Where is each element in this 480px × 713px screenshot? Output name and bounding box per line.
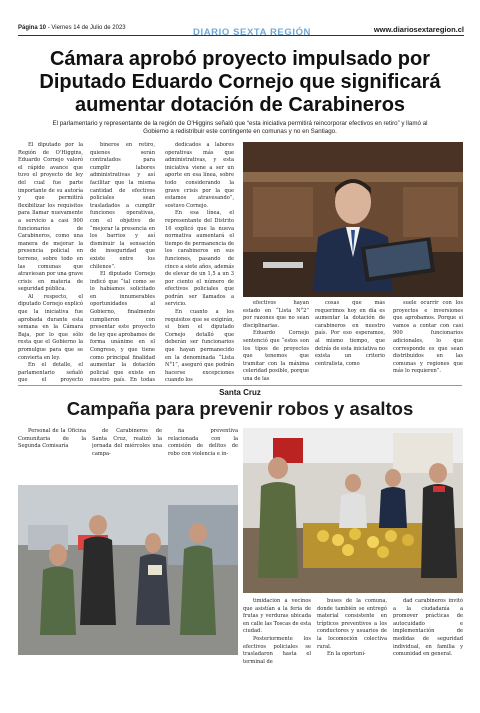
article-column-6 [393,300,463,382]
article-column-2 [92,428,162,478]
paragraph: timidación a vecinos que asistían a la feria de frutas y verduras ubicada en calle las Toscas de esta ciudad. [243,598,311,635]
paragraph: En la oportuni- [327,651,366,658]
article-kicker: Santa Cruz [219,388,261,397]
paragraph: buses de la comuna, donde también se entregó material consistente en trípticos preventivos a los conductores y usuarios de la locomoción colectiva rural. [317,598,387,650]
paragraph: Personal de la Oficina Comunitaria de la Segunda Comisaría [18,428,86,450]
masthead: DIARIO SEXTA REGIÓN [193,27,312,38]
paragraph: Al respecto, el diputado Cornejo explicó que la iniciativa fue aprobada durante esta semana en la Cámara Baja, por lo que sólo resta que el Gobierno la promulgue para que se convierta en ley. [18,293,83,361]
article-column-5 [315,300,385,382]
separator: - [47,25,52,31]
paragraph: suele ocurrir con los proyectos e inversiones que aprobamos. Porque si vamos a contar con casi 900 funcionarios adicionales, lo que corresponde es que sean distribuidos en las comunas y regiones que más lo requieren”. [393,300,463,375]
paragraph: En el detalle, el parlamentario señaló que el proyecto [18,362,83,382]
article-column-1 [18,142,83,382]
article-column-4 [243,300,309,382]
page-header [18,23,464,37]
paragraph: dad carabineros invitó a la ciudadanía a promover prácticas de autocuidado e implementación de medidas de seguridad individual, en familia y comunidad en general. [393,598,463,658]
article-column-4 [243,598,311,688]
paragraph: de Carabineros de Santa Cruz, realizó la jornada del miércoles una campa- [92,428,162,457]
paragraph: El diputado por la Región de O'Higgins, Eduardo Cornejo valoró el rápido avance que tuvo el proyecto de ley del cual fue parte importante de su autoría y que permitirá flexibilizar los requisitos para llamar nuevamente a servicio a casi 900 funcionarios de Carabineros, como una manera de mejorar la presencia policial en terreno, sobre todo en las comunas que atraviesan por una grave crisis en materia de seguridad pública. [18,142,83,293]
paragraph: efectivos hayan estado en “Lista N°2” por razones que no sean disciplinarias. [243,300,309,329]
paragraph: El diputado Cornejo indicó que “tal como se lo habíamos solicitado en innumerables oportunidades al Gobierno, finalmente cumplieron con presentar este proyecto de ley que aprobamos de forma unánime en el Congreso, y que tiene como principal finalidad aumentar la dotación policial que existe en nuestro país. En todas [90,271,155,382]
legislator-photo [243,142,463,297]
article-column-3 [165,142,234,382]
article-column-6 [393,598,463,688]
article-column-3 [168,428,238,478]
section-divider [18,385,462,386]
officers-terminal-photo [18,485,238,655]
website-link[interactable]: www.diariosextaregion.cl [373,25,464,34]
article-column-5 [317,598,387,688]
paragraph: cosas que más requerimos hoy en día es aumentar la dotación de carabineros en nuestro país. Por eso esperamos, al mismo tiempo, que detrás de esta iniciativa no exista un criterio centralista, como [315,300,385,367]
article-headline: Campaña para prevenir robos y asaltos [66,398,414,419]
paragraph: Posteriormente los efectivos policiales se trasladaron hasta el terminal de [243,635,311,665]
paragraph: En esa línea, el representante del Distrito 16 explicó que la nueva normativa aumentará el tiempo de permanencia de los carabineros en sus funciones, pasando de cinco a siete años, además de elevar de un 1,5 a un 3 por ciento el número de efectivos policiales que podrán ser llamados a servicio. [165,210,234,308]
page-info [18,25,126,31]
officers-market-photo [243,428,463,593]
paragraph: En cuanto a los requisitos que se exigirán, si bien el diputado Cornejo detalló que deberán ser funcionarios que hayan permanecido en la denominada “Lista N°1”, aseguró que podrán hacerse excepciones cuando los [165,309,234,382]
article-headline: Cámara aprobó proyecto impulsado por Diputado Eduardo Cornejo que significará aumentar dotación de Carabineros [39,48,441,116]
paragraph: ña preventiva relacionada con la comisión de delitos de robo con violencia e in- [168,428,238,457]
article-column-2 [90,142,155,382]
paragraph: dedicados a labores operativas más que administrativas, y esta iniciativa viene a ser un aporte en esa línea, sobre todo considerando la grave crisis por la que estamos atravesando”, sostuvo Cornejo. [165,142,234,209]
page-number: Página 10 [18,25,47,31]
paragraph: Eduardo Cornejo sentenció que “estos son los tipos de proyectos que tenemos que tramitar con la máxima celeridad posible, porque una de las [243,330,309,382]
issue-date: Viernes 14 de Julio de 2023 [51,25,126,31]
article-subhead: El parlamentario y representante de la región de O'Higgins señaló que “esta iniciativa permitirá reincorporar efectivos en retiro” y llamó al Gobierno a redistribuir este contingente en comunas y no en Santiago. [52,120,428,135]
header-rule [18,35,464,36]
paragraph: bineros en retiro, quienes serán contratados para cumplir labores administrativas y así facilitar que la misma cantidad de efectivos policiales sean trasladados a cumplir funciones operativas, con el objetivo de “mejorar la presencia en los barrios y así disminuir la sensación de inseguridad que existe entre los chilenos”. [90,142,155,270]
article-column-1 [18,428,86,478]
